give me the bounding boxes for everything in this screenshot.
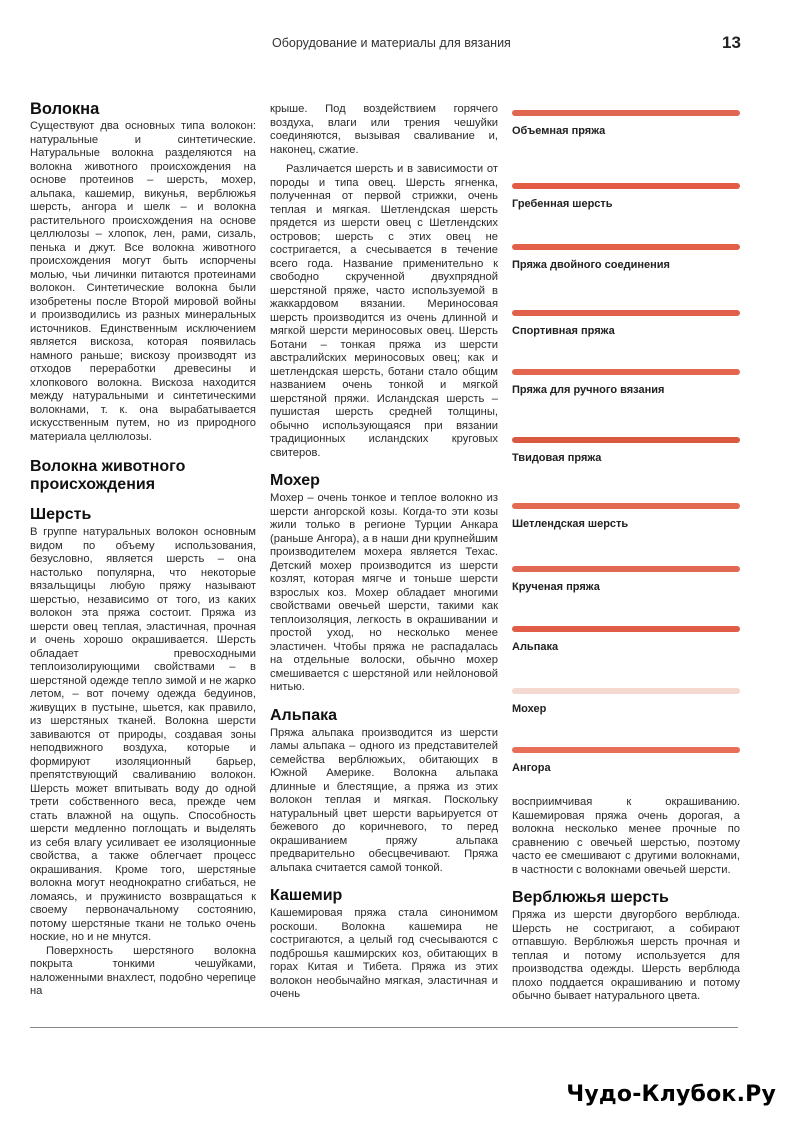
yarn-sample — [512, 688, 740, 715]
running-header: Оборудование и материалы для вязания — [272, 36, 511, 50]
yarn-sample — [512, 244, 740, 271]
yarn-sample — [512, 437, 740, 464]
column-3 — [512, 796, 740, 1004]
yarn-strand — [512, 626, 740, 632]
yarn-strand — [512, 688, 740, 694]
paragraph-mohair: Мохер – очень тонкое и теплое волокно из шерсти ангорской козы. Когда-то эти козы жили только в регионе Турции Анкара (раньше Ангора), а в наши дни крупнейшим производителем мохера является Техас. Детский мохер производится из шерсти козлят, которая мягче и тоньше шерсти взрослых коз. Мохер обладает многими свойствами овечьей шерсти, такими как теплоизоляция, легкость в окрашивании и простой уход, но несколько менее эластичен. Чтобы пряжа не распадалась на отдельные волоски, обычно мохер смешивается с шерстяной или нейлоновой нитью. — [270, 492, 498, 693]
paragraph-cashmere-cont: восприимчивая к окрашиванию. Кашемировая пряжа очень дорогая, а волокна несколько менее прочные по сравнению с овечьей шерстью, поэтому часто ее смешивают с другими волокнами, в частности с волокнами овечьей шерсти. — [512, 796, 740, 876]
yarn-strand — [512, 310, 740, 316]
heading-mohair: Мохер — [270, 472, 320, 489]
yarn-label: Мохер — [512, 703, 547, 715]
paragraph-wool-2: Поверхность шерстяного волокна покрыта тонкими чешуйками, наложенными внахлест, подобно черепице на — [30, 944, 256, 997]
paragraph-alpaca: Пряжа альпака производится из шерсти ламы альпака – одного из представителей семейства верблюжьих, обитающих в Южной Америке. Волокна альпака длинные и блестящие, а пряжа из этих волокон теплая и мягкая. Поскольку натуральный цвет шерсти варьируется от бежевого до коричневого, то перед окрашиванием пряжу альпака предварительно обесцвечивают. Пряжа альпака считается самой тонкой. — [270, 726, 498, 874]
yarn-sample — [512, 369, 740, 396]
yarn-label: Ангора — [512, 762, 551, 774]
yarn-sample — [512, 183, 740, 210]
yarn-label: Объемная пряжа — [512, 125, 606, 137]
yarn-label: Твидовая пряжа — [512, 452, 602, 464]
yarn-strand — [512, 244, 740, 250]
heading-animal-fibers: Волокна животного происхождения — [30, 458, 186, 493]
yarn-sample — [512, 626, 740, 653]
yarn-strand — [512, 503, 740, 509]
heading-wool: Шерсть — [30, 506, 92, 523]
yarn-strand — [512, 110, 740, 116]
heading-cashmere: Кашемир — [270, 887, 343, 904]
paragraph-roof: крыше. Под воздействием горячего воздуха, влаги или трения чешуйки соединяются, вызывая сваливание и, наконец, сжатие. — [270, 103, 498, 156]
yarn-sample — [512, 310, 740, 337]
paragraph-camel: Пряжа из шерсти двугорбого верблюда. Шерсть не состригают, а собирают отпавшую. Верблюжья шерсть прочная и теплая и потому используется для производства одежды. Шерсть верблюда плохо поддается окрашиванию и потому обычно бывает натурального цвета. — [512, 909, 740, 1002]
heading-camel: Верблюжья шерсть — [512, 889, 669, 906]
paragraph-wool-1: В группе натуральных волокон основным видом по объему использования, безусловно, является шерсть – она настолько популярна, что некоторые вязальщицы любую пряжу называют шерстью, независимо от того, из каких волокон эта пряжа состоит. Пряжа из шерсти овец теплая, эластичная, прочная и очень хорошо окрашивается. Шерсть обладает превосходными теплоизолирующими свойствами – в шерстяной одежде тепло зимой и не жарко летом, – вот почему одежда бедуинов, живущих в пустыне, шьется, как правило, из шерстяных тканей. Волокна шерсти завиваются от природы, создавая зоны неподвижного воздуха, которые и формируют изоляционный барьер, препятствующий сваливанию волокон. Шерсть может впитывать воду до одной трети собственного веса, прежде чем стать влажной на ощупь. Способность шерсти медленно поглощать и выделять из себя влагу усиливает ее изоляционные свойства, а также облегчает процесс окрашивания. Кроме того, шерстяные волокна могут неоднократно сгибаться, не ломаясь, и пружинисто возвращаться к своему первоначальному состоянию, потому шерстяные ткани не только очень ноские, но и не мнутся. — [30, 526, 256, 943]
heading-alpaca: Альпака — [270, 706, 338, 724]
heading-fibers: Волокна — [30, 100, 100, 118]
footer-divider — [30, 1027, 738, 1028]
yarn-label: Крученая пряжа — [512, 581, 600, 593]
paragraph-fibers: Существуют два основных типа волокон: натуральные и синтетические. Натуральные волокна разделяются на волокна животного происхождения на основе протеинов – шерсть, мохер, альпака, кашемир, викунья, верблюжья шерсть, ангора и шелк – и волокна растительного происхождения на основе целлюлозы – хлопок, лен, рами, сизаль, пенька и джут. Все волокна животного происхождения могут быть испорчены молью, чьи личинки питаются протеинами волокон. Синтетические волокна были изобретены после Второй мировой войны и производились из разных минеральных источников. Единственным исключением является вискоза, которая появилась намного раньше; вискозу производят из отходов переработки древесины и хлопкового волокна. Вискоза находится между натуральными и синтетическими волокнами, т. к. она вырабатывается искусственным путем, но из природного материала целлюлозы. — [30, 120, 256, 443]
yarn-label: Шетлендская шерсть — [512, 518, 629, 530]
yarn-sample — [512, 503, 740, 530]
column-1 — [30, 100, 256, 999]
yarn-sample — [512, 110, 740, 137]
watermark: Чудо-Клубок.Ру — [566, 1082, 776, 1107]
yarn-sample — [512, 566, 740, 593]
paragraph-cashmere: Кашемировая пряжа стала синонимом роскоши. Волокна кашемира не состригаются, а целый год счесываются с подброшья кашмирских коз, обитающих в горах Китая и Тибета. Пряжа из этих волокон необычайно мягкая, эластичная и очень — [270, 907, 498, 1000]
yarn-strand — [512, 566, 740, 572]
yarn-label: Спортивная пряжа — [512, 325, 615, 337]
paragraph-breeds: Различается шерсть и в зависимости от породы и типа овец. Шерсть ягненка, полученная от первой стрижки, очень теплая и мягкая. Шетлендская шерсть прядется из шерсти овец с Шетлендских островов; шерсть с этих овец не состригается, а счесывается в течение всего года. Название применительно к свободно скрученной двухпрядной шерстяной пряже, часто используемой в жаккардовом вязании. Мериносовая шерсть производится из очень длинной и мягкой шерсти мериносовых овец. Шерсть Ботани – тонкая пряжа из шерсти австралийских мериносовых овец; как и шетлендская шерсть, ботани стало общим названием очень тонкой и мягкой шерстяной пряжи. Исландская шерсть – пушистая шерсть средней толщины, обычно использующаяся при вязании традиционных исландских круговых свитеров. — [270, 163, 498, 459]
yarn-label: Альпака — [512, 641, 559, 653]
column-2 — [270, 103, 498, 1002]
yarn-strand — [512, 369, 740, 375]
yarn-label: Пряжа двойного соединения — [512, 259, 670, 271]
yarn-strand — [512, 437, 740, 443]
yarn-sample — [512, 747, 740, 774]
yarn-strand — [512, 747, 740, 753]
yarn-label: Пряжа для ручного вязания — [512, 384, 665, 396]
yarn-strand — [512, 183, 740, 189]
yarn-label: Гребенная шерсть — [512, 198, 613, 210]
page-number: 13 — [722, 33, 741, 52]
